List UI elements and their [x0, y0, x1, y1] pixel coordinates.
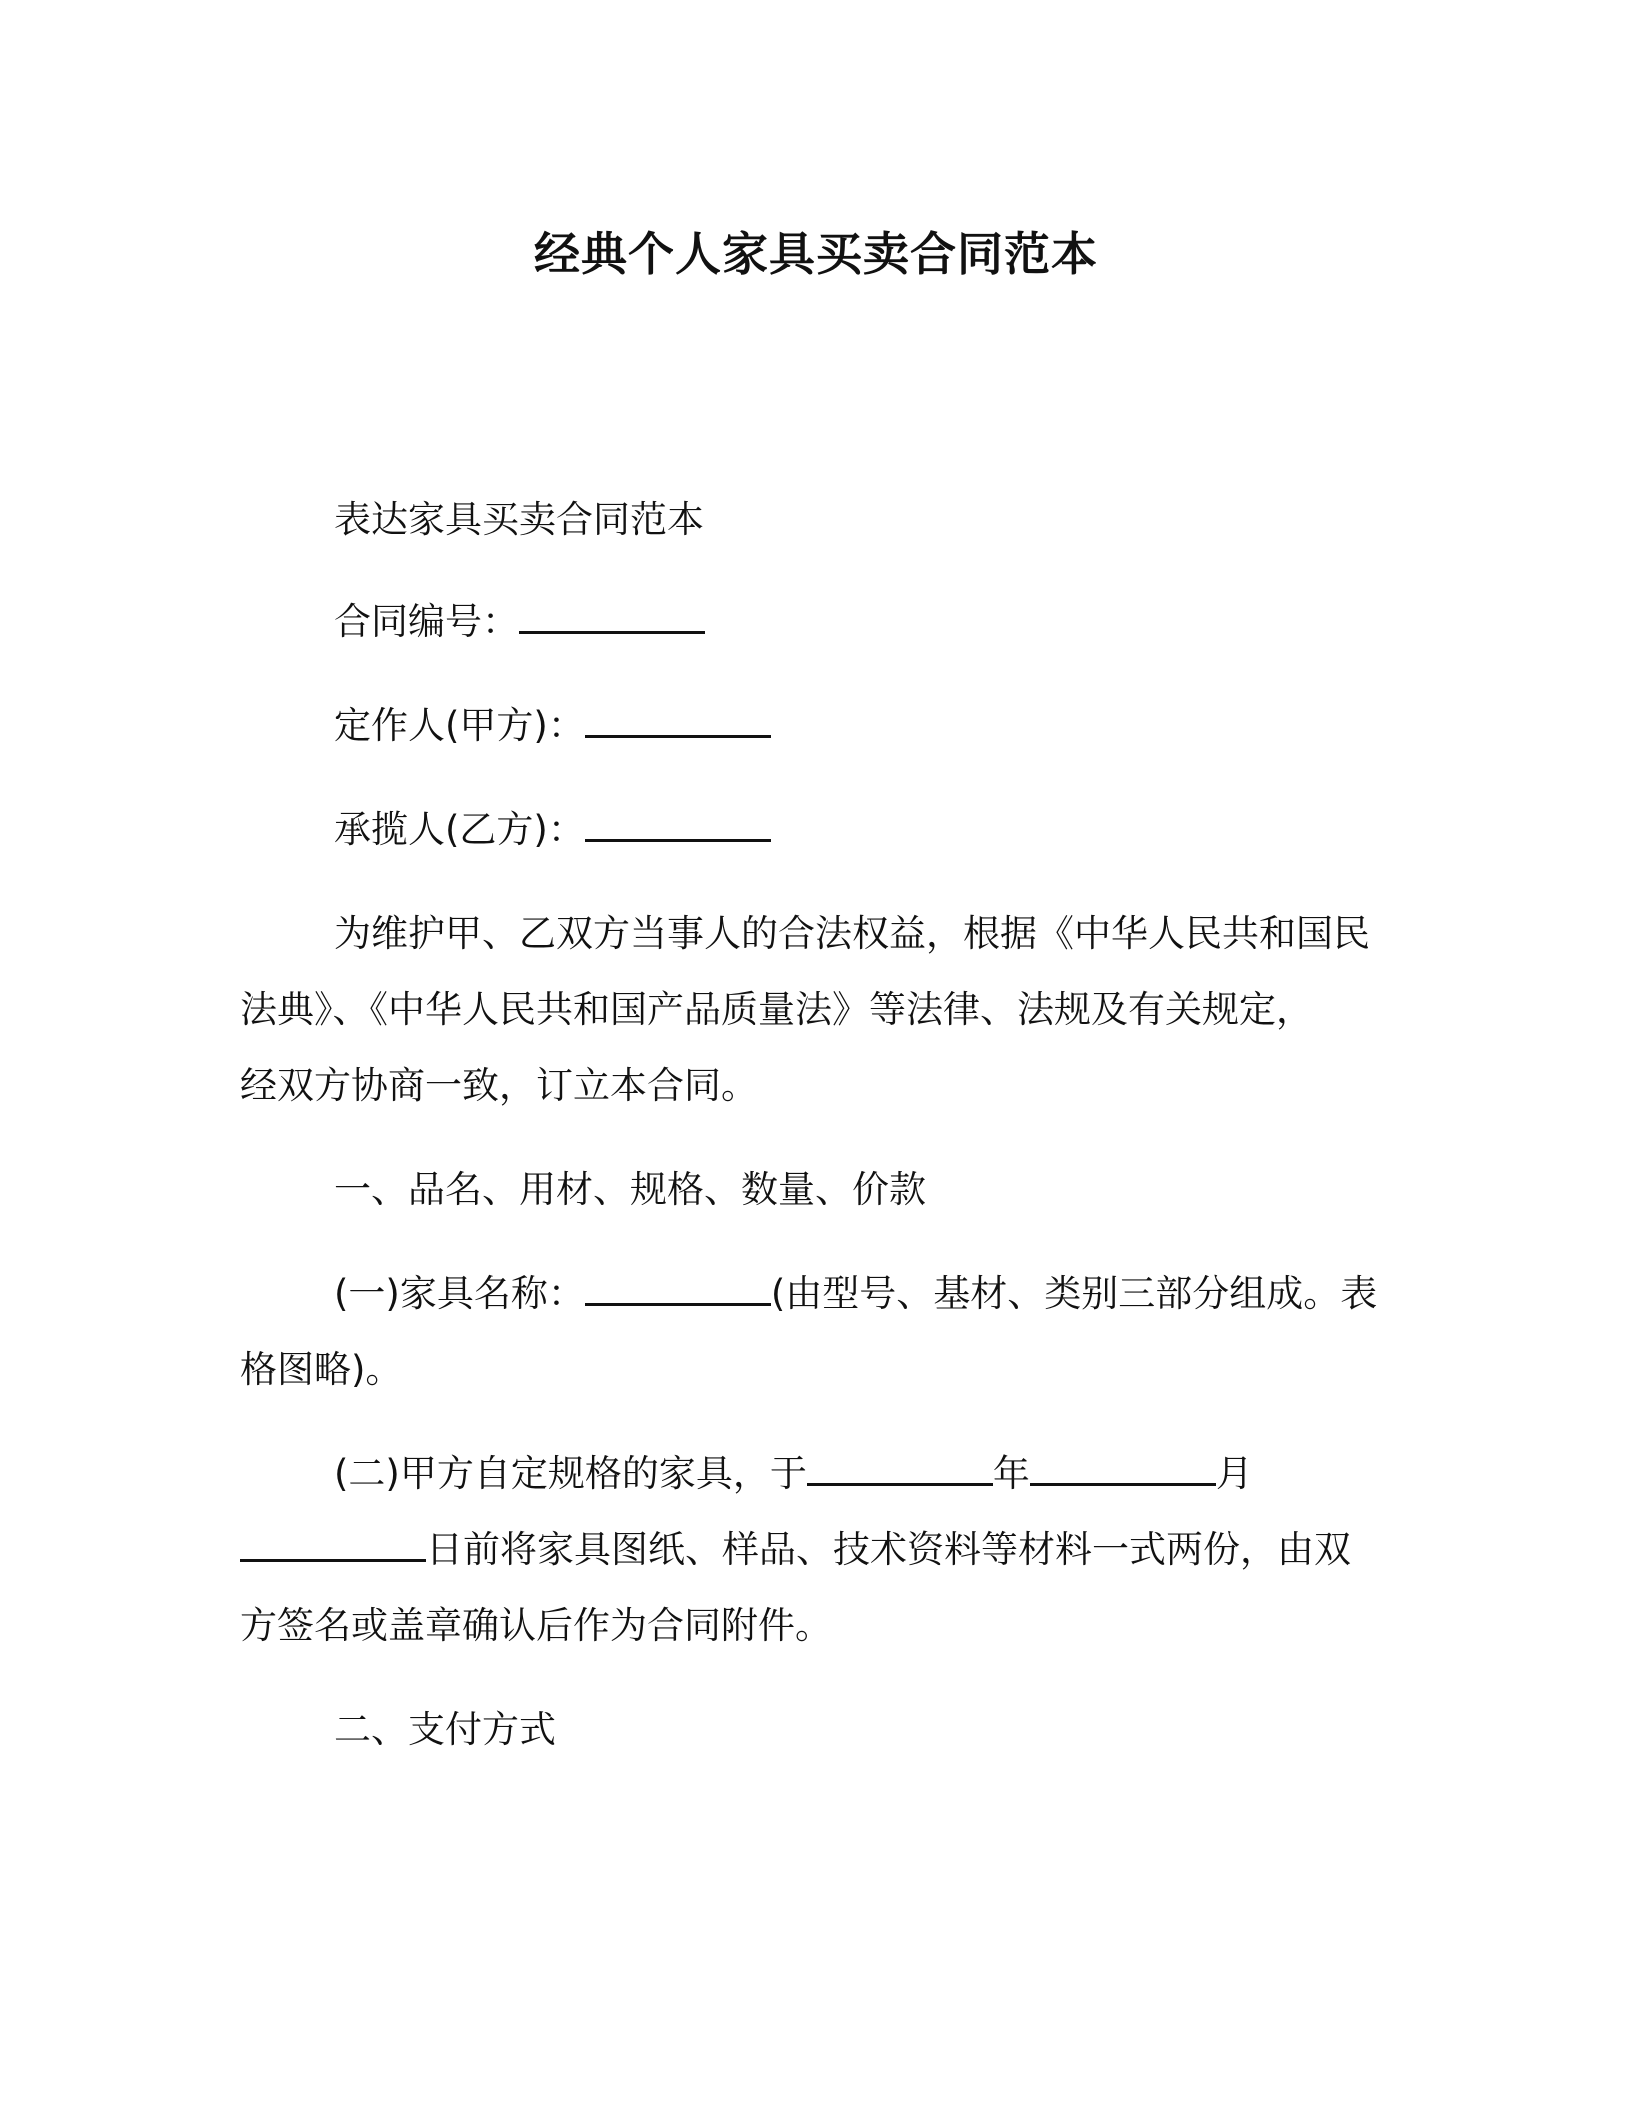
furniture-name-blank [585, 1273, 771, 1306]
party-a-blank [585, 705, 771, 738]
party-b-label: 承揽人(乙方)： [334, 808, 585, 851]
month-blank [1030, 1453, 1216, 1486]
contract-number-label: 合同编号： [334, 600, 519, 643]
party-b-blank [585, 809, 771, 842]
item-2-prefix: (二)甲方自定规格的家具，于 [334, 1452, 807, 1495]
section-1-item-2-line-2 [240, 1528, 1351, 1572]
preamble-line-2: 法典》、《中华人民共和国产品质量法》等法律、法规及有关规定， [240, 988, 1313, 1031]
item-1-prefix: (一)家具名称： [334, 1272, 585, 1315]
item-1-suffix: (由型号、基材、类别三部分组成。表 [770, 1272, 1378, 1315]
party-b-field [334, 808, 771, 852]
section-1-item-1-line-2: 格图略)。 [240, 1348, 403, 1391]
item-2-line-2-text: 日前将家具图纸、样品、技术资料等材料一式两份，由双 [426, 1528, 1351, 1571]
document-subtitle: 表达家具买卖合同范本 [334, 498, 704, 541]
preamble-line-3: 经双方协商一致，订立本合同。 [240, 1064, 758, 1107]
section-2-heading: 二、支付方式 [334, 1708, 556, 1751]
party-a-label: 定作人(甲方)： [334, 704, 585, 747]
section-1-heading: 一、品名、用材、规格、数量、价款 [334, 1168, 926, 1211]
contract-number-blank [519, 601, 705, 634]
section-1-item-1 [334, 1272, 1377, 1316]
section-1-item-2-line-3: 方签名或盖章确认后作为合同附件。 [240, 1604, 832, 1647]
year-blank [807, 1453, 993, 1486]
section-1-item-2 [334, 1452, 1253, 1496]
contract-number-field [334, 600, 705, 644]
party-a-field [334, 704, 771, 748]
month-label: 月 [1215, 1452, 1253, 1495]
day-blank [240, 1529, 426, 1562]
preamble-line-1: 为维护甲、乙双方当事人的合法权益，根据《中华人民共和国民 [334, 912, 1370, 955]
document-title: 经典个人家具买卖合同范本 [534, 227, 1098, 281]
year-label: 年 [992, 1452, 1030, 1495]
